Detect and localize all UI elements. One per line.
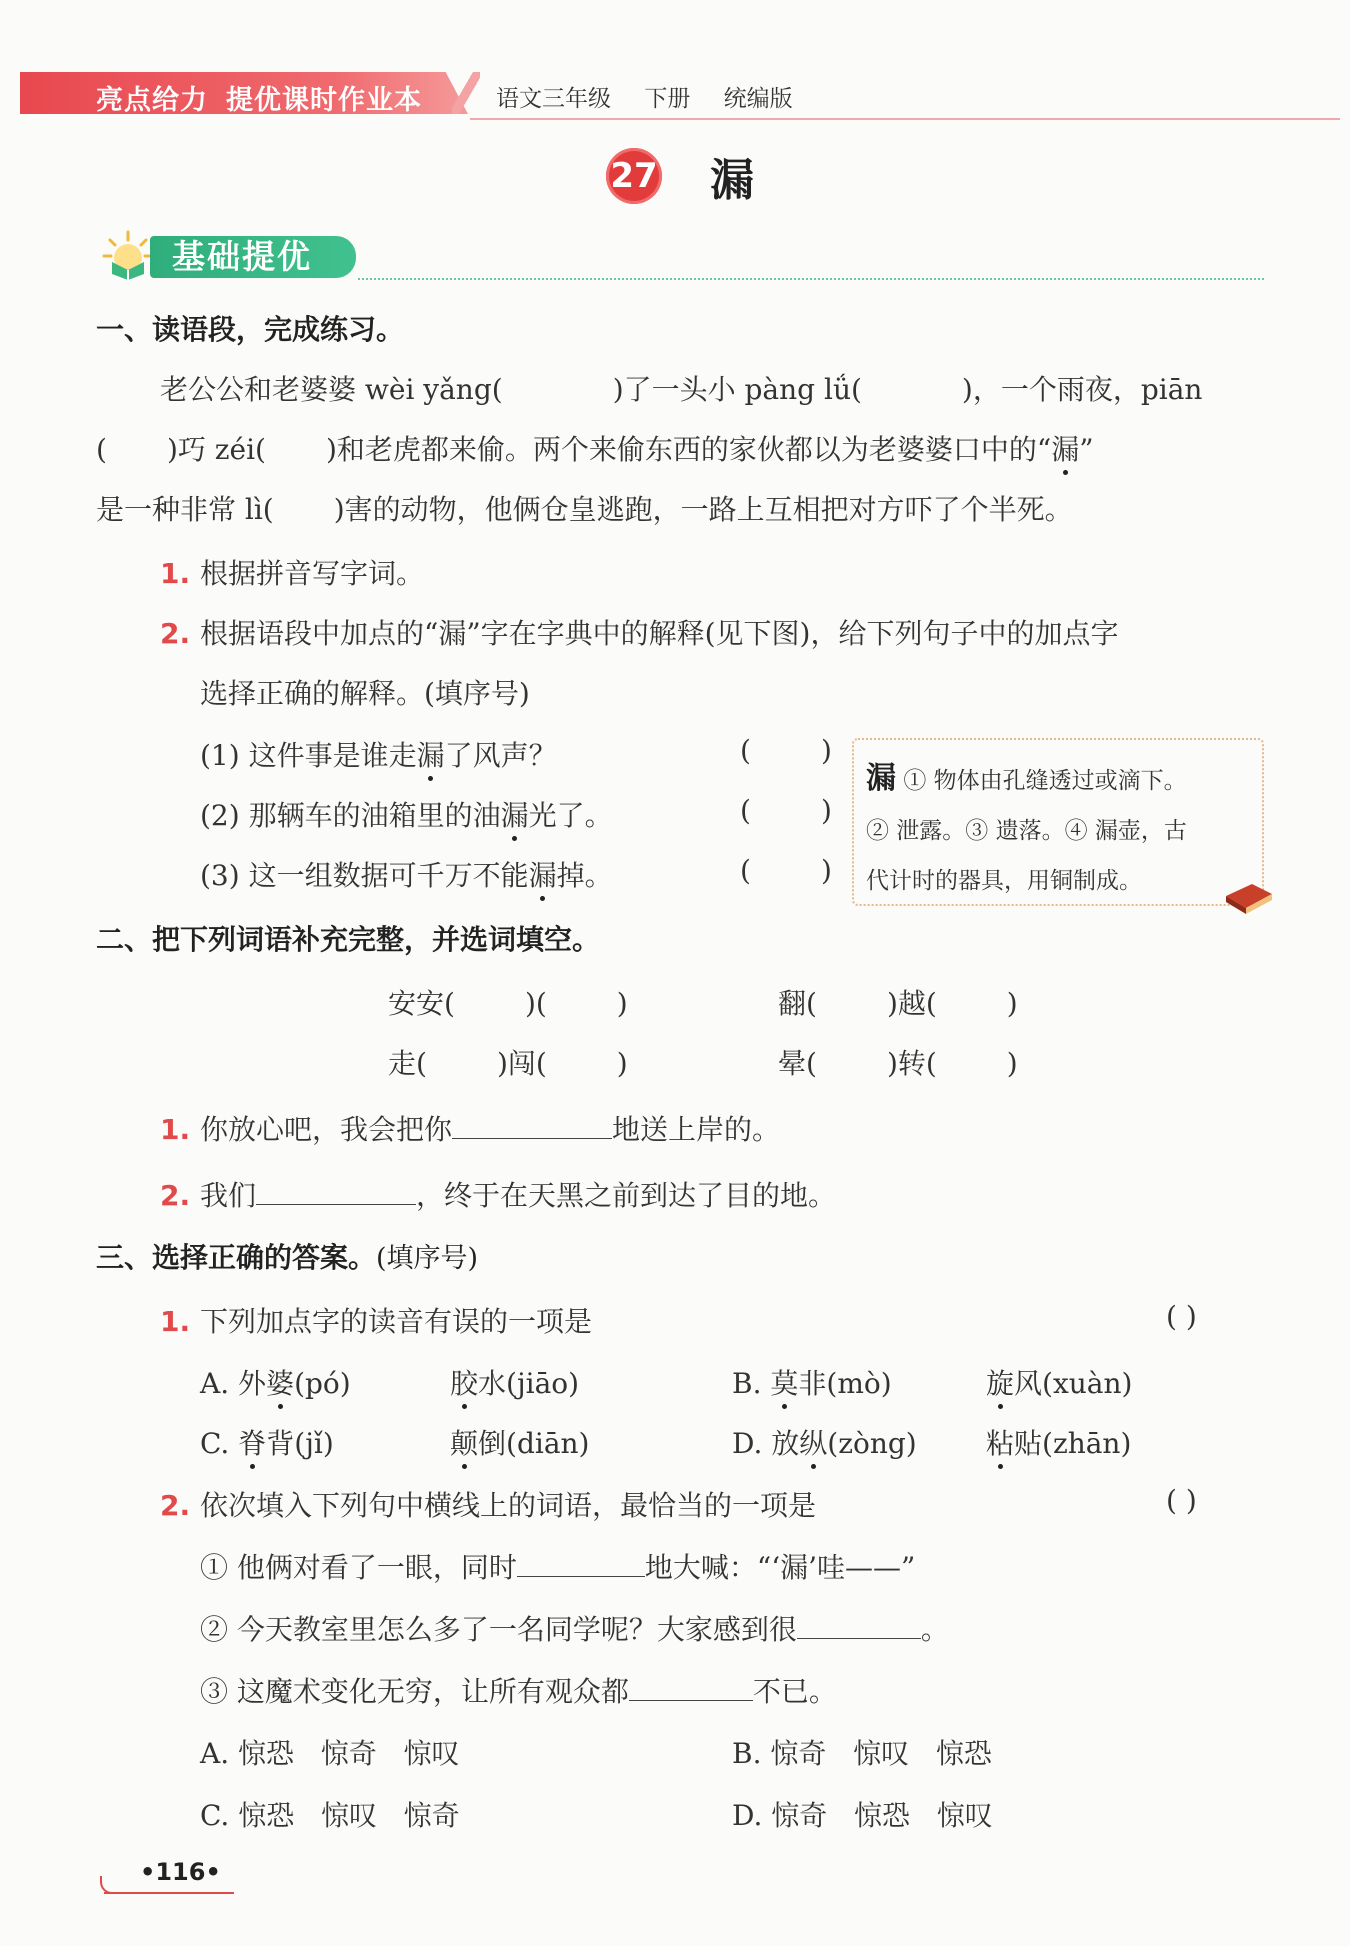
sentence-3: ③ 这魔术变化无穷，让所有观众都 不已。 [200, 1670, 837, 1710]
fill-blank[interactable] [797, 1610, 921, 1639]
header-rule [470, 118, 1340, 120]
q1-sub1: 1. 根据拼音写字词。 [160, 557, 425, 590]
answer-paren-2[interactable]: ( ) [740, 794, 832, 827]
dotted-char: 漏 [1051, 428, 1079, 468]
sentence-1: ① 他俩对看了一眼，同时 地大喊：“‘漏’哇——” [200, 1546, 915, 1586]
passage-line-1: 老公公和老婆婆 wèi yǎng( )了一头小 pàng lǘ( )，一个雨夜，piān [160, 373, 1203, 406]
header-volume: 下册 [644, 86, 691, 112]
passage-line-2: ( )巧 zéi( )和老虎都来偷。两个来偷东西的家伙都以为老婆婆口中的“漏” [96, 428, 1094, 468]
q1-heading: 一、读语段，完成练习。 [96, 313, 405, 346]
option-b[interactable]: B. 莫非(mò) [732, 1362, 892, 1402]
option-d-word2: 粘贴(zhān) [986, 1422, 1131, 1462]
section-dotted-rule [358, 278, 1264, 280]
q2-sub1: 1. 你放心吧，我会把你 地送上岸的。 [160, 1108, 780, 1148]
fill-blank[interactable] [452, 1110, 612, 1139]
page-number-rule [104, 1892, 234, 1894]
passage-line-3: 是一种非常 lì( )害的动物，他俩仓皇逃跑，一路上互相把对方吓了个半死。 [96, 493, 1073, 526]
q3-sub1: 1. 下列加点字的读音有误的一项是 [160, 1305, 593, 1338]
q1-sub2-line2: 选择正确的解释。(填序号) [200, 677, 530, 710]
q3-sub2-option-d[interactable]: D. 惊奇 惊恐 惊叹 [732, 1799, 993, 1832]
option-a-word2: 胶水(jiāo) [450, 1362, 579, 1402]
q3-sub2-option-a[interactable]: A. 惊恐 惊奇 惊叹 [200, 1737, 460, 1770]
page-number: •116• [140, 1858, 221, 1886]
q3-heading: 三、选择正确的答案。(填序号) [96, 1241, 479, 1274]
answer-paren-3[interactable]: ( ) [740, 854, 832, 887]
q1-item-1: (1) 这件事是谁走漏了风声？ [200, 734, 557, 774]
fill-blank[interactable] [256, 1176, 416, 1205]
answer-paren-1[interactable]: ( ) [740, 734, 832, 767]
q2-sub2: 2. 我们 ，终于在天黑之前到达了目的地。 [160, 1174, 836, 1214]
header-edition: 统编版 [723, 86, 793, 112]
option-b-word2: 旋风(xuàn) [986, 1362, 1132, 1402]
q1-sub2-line1: 2. 根据语段中加点的“漏”字在字典中的解释(见下图)，给下列句子中的加点字 [160, 617, 1119, 650]
q1-item-2: (2) 那辆车的油箱里的油漏光了。 [200, 794, 613, 834]
option-a[interactable]: A. 外婆(pó) [200, 1362, 351, 1402]
section-banner: 基础提优 [150, 236, 356, 278]
word-3: 走( )闯( ) [388, 1047, 628, 1080]
header-info [496, 80, 819, 113]
q2-heading: 二、把下列词语补充完整，并选词填空。 [96, 923, 601, 956]
header-slash [452, 72, 480, 114]
option-d[interactable]: D. 放纵(zòng) [732, 1422, 917, 1462]
fill-blank[interactable] [517, 1548, 645, 1577]
q3-sub2-option-c[interactable]: C. 惊恐 惊叹 惊奇 [200, 1799, 460, 1832]
sentence-2: ② 今天教室里怎么多了一名同学呢？大家感到很 。 [200, 1608, 949, 1648]
q3-sub2-answer[interactable]: ( ) [1166, 1484, 1197, 1517]
option-c-word2: 颠倒(diān) [450, 1422, 589, 1462]
word-4: 晕( )转( ) [778, 1047, 1018, 1080]
word-2: 翻( )越( ) [778, 987, 1018, 1020]
option-c[interactable]: C. 脊背(jǐ) [200, 1422, 334, 1462]
q3-sub1-answer[interactable]: ( ) [1166, 1300, 1197, 1333]
header-brand: 亮点给力 提优课时作业本 [96, 85, 422, 116]
dictionary-head: 漏 [866, 761, 896, 796]
header-subject: 语文三年级 [496, 86, 611, 112]
q3-sub2-option-b[interactable]: B. 惊奇 惊叹 惊恐 [732, 1737, 992, 1770]
fill-blank[interactable] [629, 1672, 753, 1701]
q1-item-3: (3) 这一组数据可千万不能漏掉。 [200, 854, 613, 894]
sun-book-icon [100, 228, 156, 284]
dictionary-box: 漏 ① 物体由孔缝透过或滴下。 ② 泄露。③ 遗落。④ 漏壶，古 代计时的器具，用铜制成。 [852, 738, 1264, 906]
q3-sub2: 2. 依次填入下列句中横线上的词语，最恰当的一项是 [160, 1489, 817, 1522]
lesson-title: 漏 [710, 155, 754, 206]
word-1: 安安( )( ) [388, 987, 628, 1020]
lesson-number-badge: 27 [606, 148, 662, 204]
book-icon [1222, 876, 1276, 916]
